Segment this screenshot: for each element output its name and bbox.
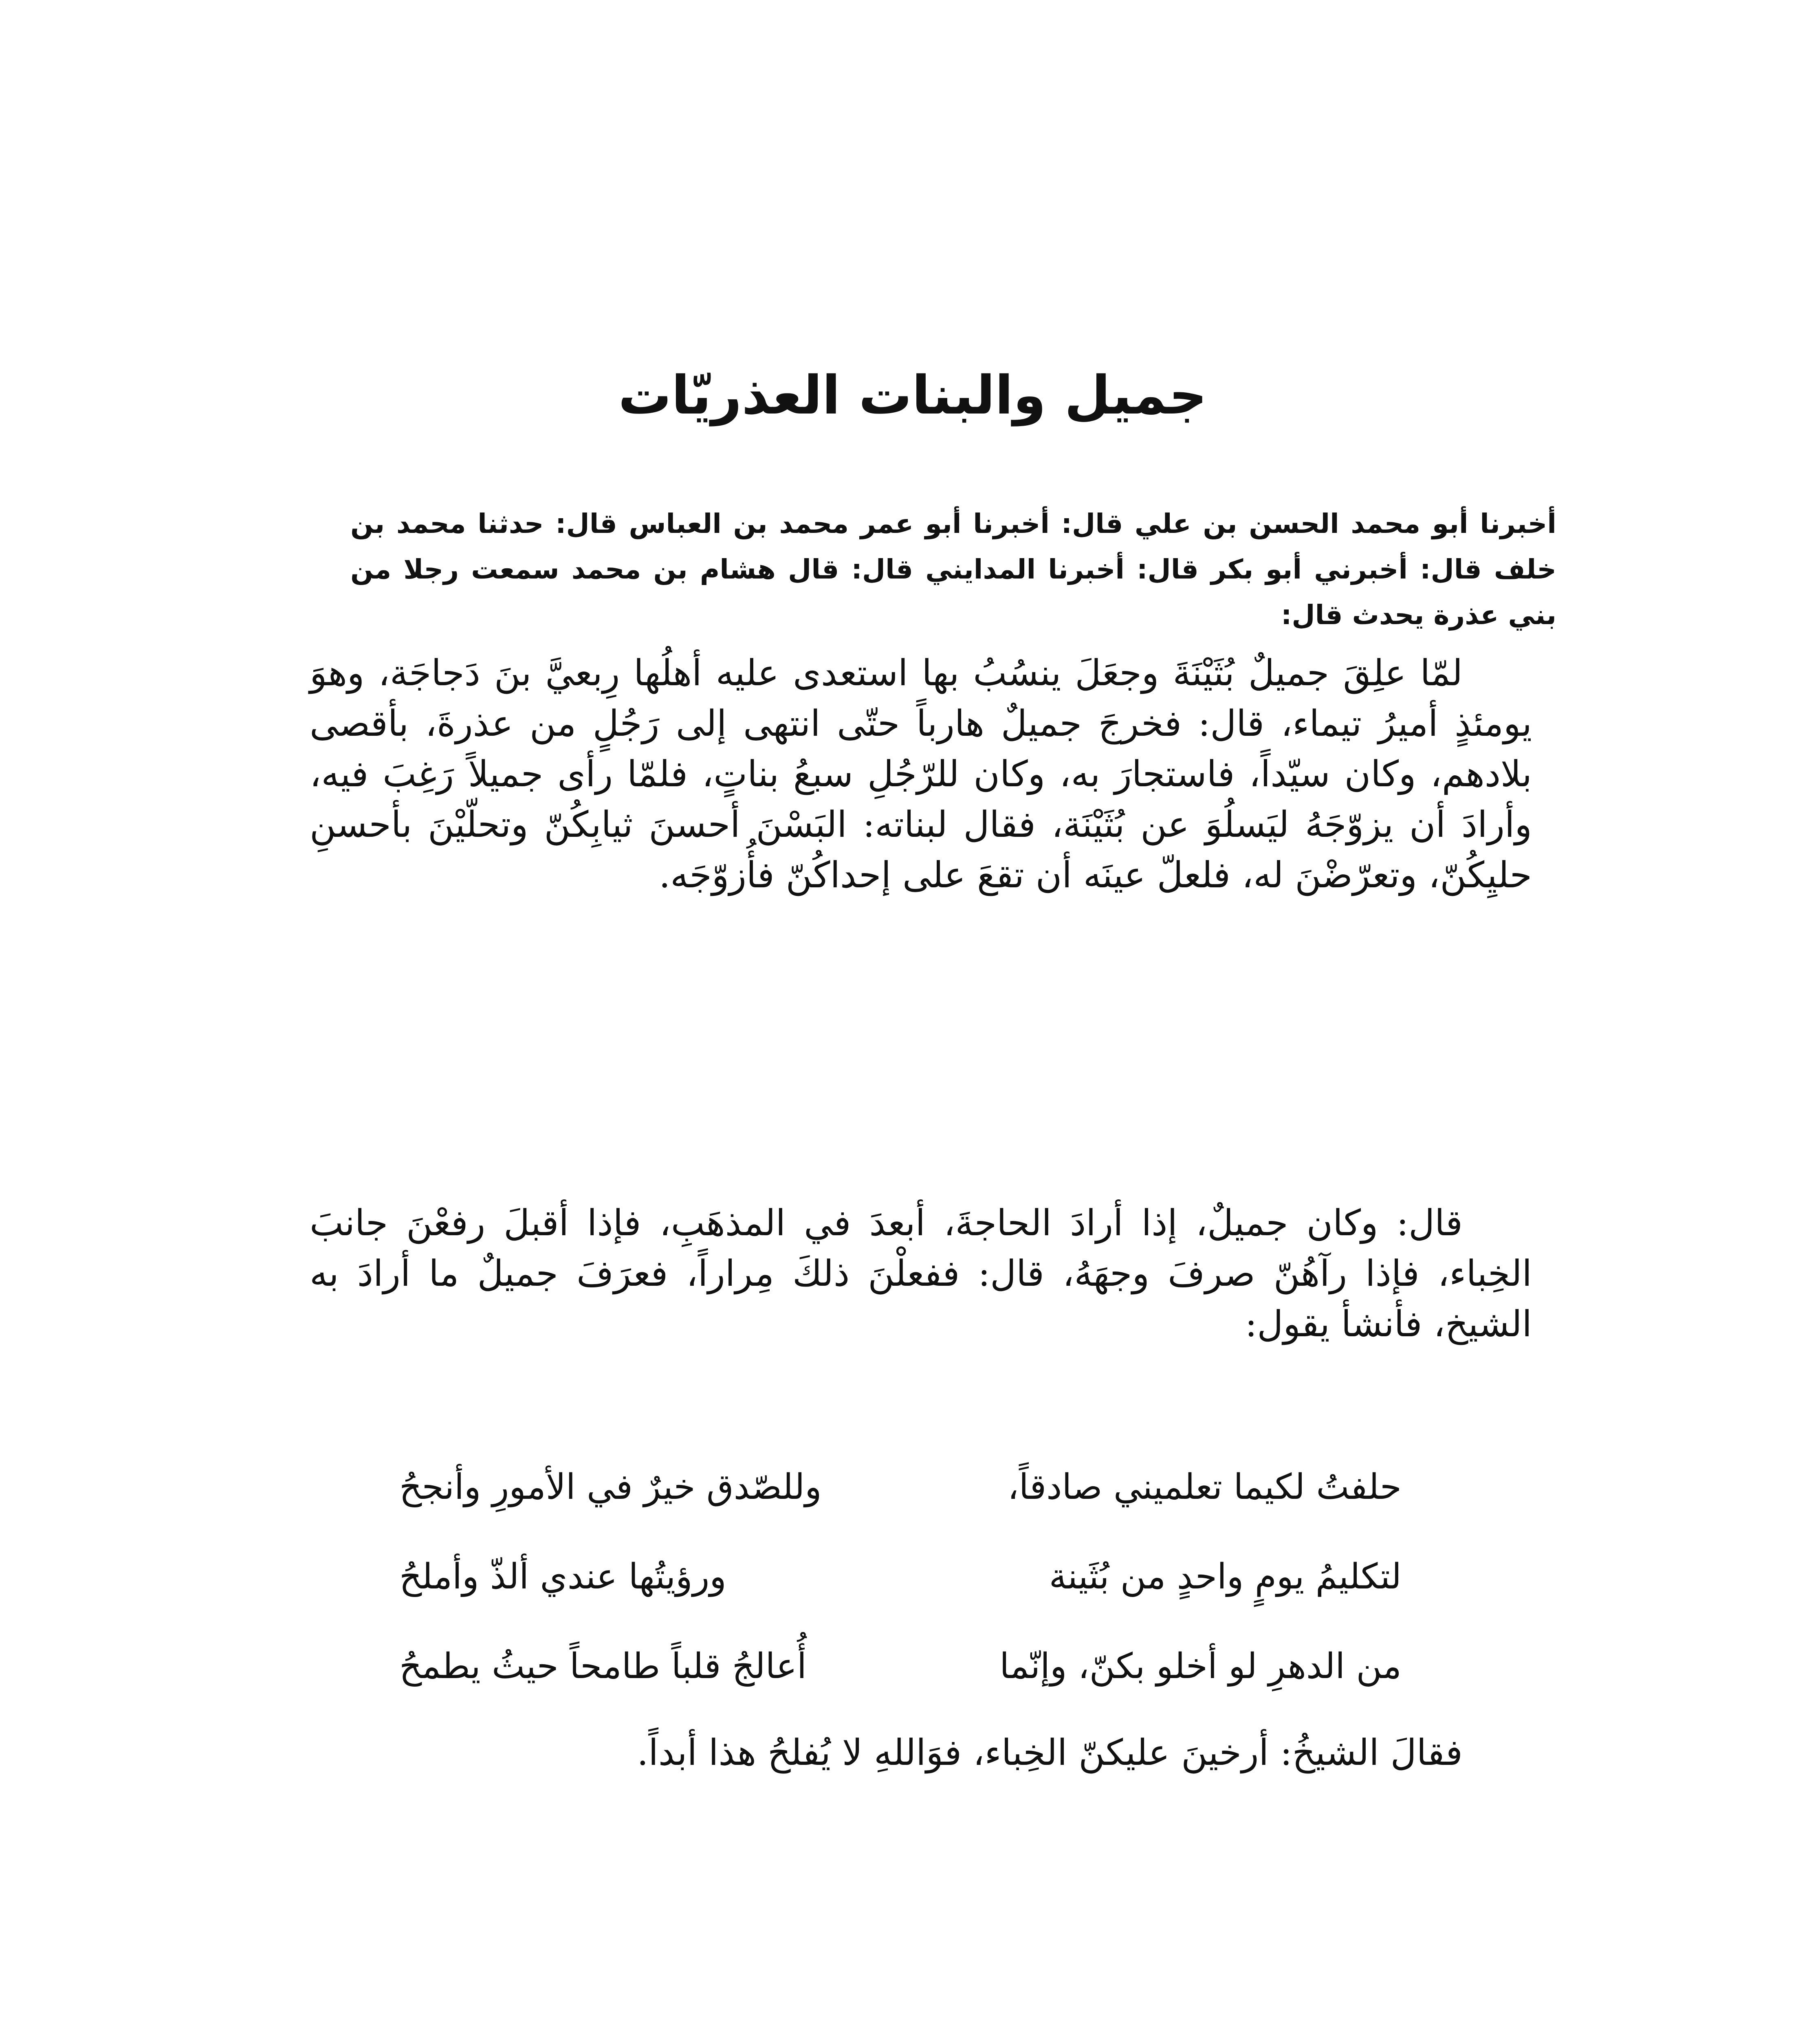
paragraph-2: قال: وكان جميلٌ، إذا أرادَ الحاجةَ، أبعدَ في المذهَبِ، فإذا أقبلَ رفعْنَ جانبَ الخِباء، فإذا رآهُنّ صرفَ وجهَهُ، قال: ففعلْنَ ذلكَ مِراراً، فعرَفَ جميلٌ ما أرادَ به الشيخ، فأنشأ يقول:: [310, 1202, 1532, 1345]
verse-2-second-hemistich: ورؤيتُها عندي ألذّ وأملحُ: [399, 1556, 726, 1597]
verse-1-first-hemistich: حلفتُ لكيما تعلميني صادقاً،: [1008, 1467, 1402, 1507]
verse-3-second-hemistich: أُعالجُ قلباً طامحاً حيثُ يطمحُ: [399, 1646, 807, 1687]
chain-of-narration: أخبرنا أبو محمد الحسن بن علي قال: أخبرنا أبو عمر محمد بن العباس قال: حدثنا محمد بن خلف قال: أخبرني أبو بكر قال: أخبرنا المدايني قال: قال هشام بن محمد سمعت رجلا من بني عذرة يحدث قال:: [350, 508, 1556, 631]
verse-line-2: [399, 1532, 1402, 1621]
chapter-title: جميل والبنات العذريّات: [618, 364, 1207, 426]
closing-line: فقالَ الشيخُ: أرخينَ عليكنّ الخِباء، فوَاللهِ لا يُفلحُ هذا أبداً.: [637, 1731, 1463, 1773]
verse-line-1: [399, 1442, 1402, 1532]
verse-1-second-hemistich: وللصّدق خيرٌ في الأمورِ وأنجحُ: [399, 1467, 822, 1507]
verse-3-first-hemistich: من الدهرِ لو أخلو بكنّ، وإنّما: [999, 1646, 1402, 1687]
paragraph-1: لمّا علِقَ جميلٌ بُثَيْنَةَ وجعَلَ ينسُبُ بها استعدى عليه أهلُها رِبعيَّ بنَ دَجاجَة، وهوَ يومئذٍ أميرُ تيماء، قال: فخرجَ جميلٌ هارباً حتّى انتهى إلى رَجُلٍ من عذرةَ، بأقصى بلادهم، وكان سيّداً، فاستجارَ به، وكان للرّجُلِ سبعُ بناتٍ، فلمّا رأى جميلاً رَغِبَ فيه، وأرادَ أن يزوّجَهُ ليَسلُوَ عن بُثَيْنَة، فقال لبناته: البَسْنَ أحسنَ ثيابِكُنّ وتحلّيْنَ بأحسنِ حليِكُنّ، وتعرّضْنَ له، فلعلّ عينَه أن تقعَ على إحداكُنّ فأُزوّجَه.: [310, 652, 1532, 896]
verse-2-first-hemistich: لتكليمُ يومٍ واحدٍ من بُثَينة: [1049, 1556, 1402, 1597]
verse-line-3: [399, 1621, 1402, 1711]
poem: [399, 1442, 1402, 1711]
